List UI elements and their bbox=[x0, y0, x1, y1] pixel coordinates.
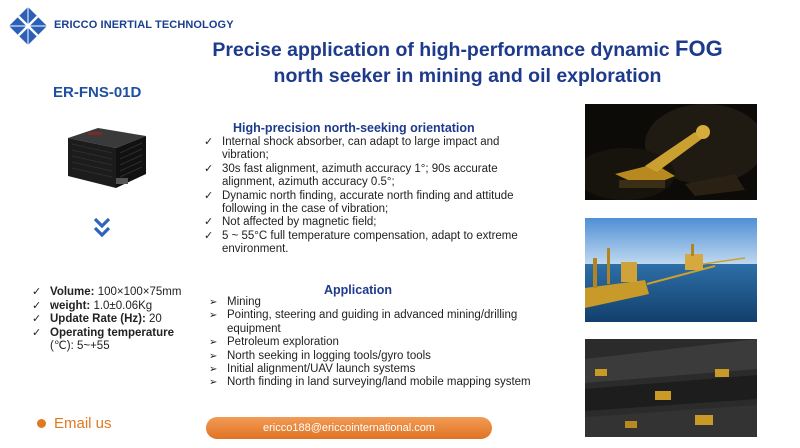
open-pit-mine-photo bbox=[585, 339, 757, 437]
spec-list bbox=[32, 286, 212, 354]
arrow-bullet-icon: ➢ bbox=[209, 364, 218, 376]
list-item: ➢ Mining bbox=[209, 296, 261, 308]
north-seeker-device-image bbox=[58, 122, 154, 194]
arrow-bullet-icon: ➢ bbox=[209, 297, 218, 308]
check-icon: ✓ bbox=[204, 216, 214, 229]
spec-item: ✓ weight: 1.0±0.06Kg bbox=[32, 299, 153, 312]
title-line2: north seeker in mining and oil exploration bbox=[273, 65, 662, 87]
spec-item: ✓ Operating temperature (℃): 5~+55 bbox=[32, 326, 174, 353]
application-list bbox=[209, 296, 549, 390]
product-model: ER-FNS-01D bbox=[53, 84, 142, 101]
list-item: ➢ Pointing, steering and guiding in advanced mining/drilling equipment bbox=[209, 309, 518, 335]
list-item: ✓ Dynamic north finding, accurate north finding and attitude following in the case of vibration; bbox=[204, 189, 514, 216]
arrow-bullet-icon: ➢ bbox=[209, 350, 218, 362]
diamond-grid-logo-icon[interactable] bbox=[8, 6, 48, 46]
list-item: ✓ Not affected by magnetic field; bbox=[204, 216, 377, 229]
email-address-button[interactable]: ericco188@ericcointernational.com bbox=[206, 417, 492, 439]
application-heading: Application bbox=[324, 283, 393, 297]
check-icon: ✓ bbox=[32, 299, 42, 312]
title-line1: Precise application of high-performance dynamic bbox=[212, 39, 676, 61]
check-icon: ✓ bbox=[204, 136, 214, 148]
tunnel-drilling-machine-photo bbox=[585, 104, 757, 200]
features-heading: High-precision north-seeking orientation bbox=[233, 121, 475, 135]
check-icon: ✓ bbox=[32, 286, 42, 298]
check-icon: ✓ bbox=[32, 326, 42, 339]
check-icon: ✓ bbox=[204, 229, 214, 242]
title-fog: FOG bbox=[675, 36, 723, 61]
list-item: ✓ 5 ~ 55°C full temperature compensation, adapt to extreme environment. bbox=[204, 229, 518, 256]
arrow-bullet-icon: ➢ bbox=[209, 377, 218, 389]
double-chevron-down-icon bbox=[92, 216, 112, 240]
list-item: ➢ North finding in land surveying/land mobile mapping system bbox=[209, 376, 531, 389]
brand-name: ERICCO INERTIAL TECHNOLOGY bbox=[54, 19, 234, 31]
features-list bbox=[203, 136, 543, 257]
list-item: ✓ 30s fast alignment, azimuth accuracy 1°; 90s accurate alignment, azimuth accuracy 0.5°; bbox=[204, 162, 498, 189]
spec-item: ✓ Update Rate (Hz): 20 bbox=[32, 313, 162, 326]
bullet-dot-icon bbox=[37, 419, 46, 428]
email-us-link[interactable]: Email us bbox=[54, 415, 112, 432]
check-icon: ✓ bbox=[204, 189, 214, 202]
spec-item: ✓ Volume: 100×100×75mm bbox=[32, 286, 182, 298]
arrow-bullet-icon: ➢ bbox=[209, 337, 218, 349]
list-item: ✓ Internal shock absorber, can adapt to large impact and vibration; bbox=[204, 136, 500, 162]
check-icon: ✓ bbox=[204, 162, 214, 175]
list-item: ➢ Initial alignment/UAV launch systems bbox=[209, 363, 416, 376]
arrow-bullet-icon: ➢ bbox=[209, 310, 218, 322]
offshore-oil-platform-photo bbox=[585, 218, 757, 322]
list-item: ➢ Petroleum exploration bbox=[209, 336, 339, 349]
list-item: ➢ North seeking in logging tools/gyro tools bbox=[209, 349, 431, 362]
page-title bbox=[190, 36, 745, 89]
check-icon: ✓ bbox=[32, 313, 42, 326]
